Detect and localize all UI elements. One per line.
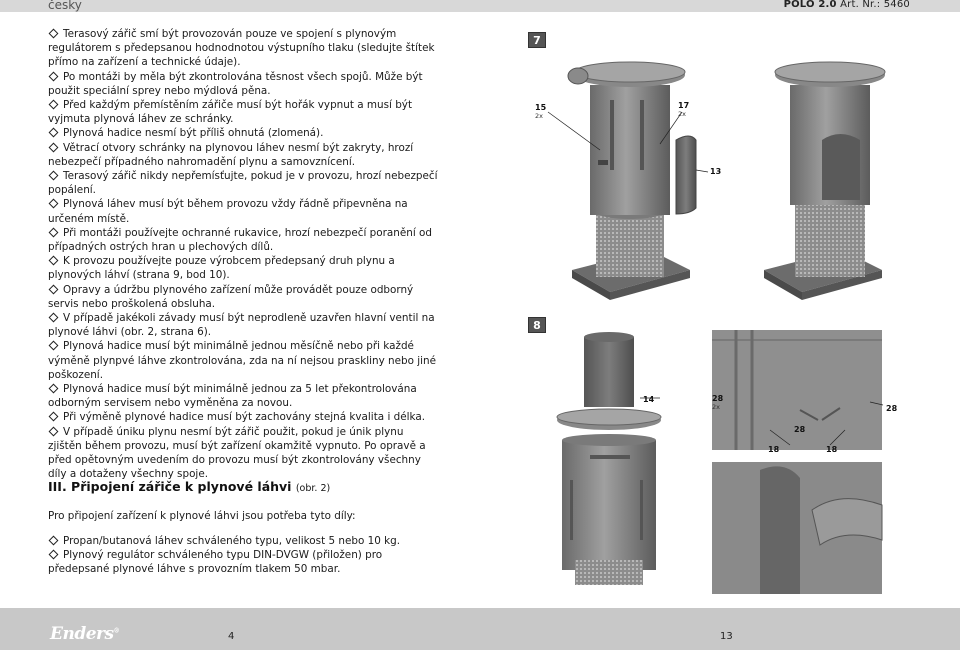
callout-part: 18 bbox=[826, 445, 838, 454]
bullet-item: K provozu používejte pouze výrobcem předepsaný druh plynu a plynových láhví (strana 9, bod 10). bbox=[48, 255, 395, 282]
product-brand: POLO 2.0 bbox=[783, 0, 837, 10]
fig7-door-panel bbox=[676, 136, 696, 214]
callout-part: 28 bbox=[886, 404, 898, 413]
section-heading: III. Připojení zářiče k plynové láhvi (obr. 2) bbox=[48, 479, 331, 494]
bullet-item: Před každým přemístěním zářiče musí být hořák vypnut a musí být vyjmuta plynová láhev ze schránky. bbox=[48, 99, 413, 126]
language-label: česky bbox=[48, 0, 82, 12]
bullet-item: Opravy a údržbu plynového zařízení může provádět pouze odborný servis nebo proškolená obsluha. bbox=[48, 283, 414, 310]
enders-logo: Enders® bbox=[50, 624, 120, 644]
bullet-item: Při výměně plynové hadice musí být zachovány stejná kvalita i délka. bbox=[48, 410, 438, 424]
figure-7-label: 7 bbox=[528, 32, 546, 48]
product-art-number: Art. Nr.: 5460 bbox=[840, 0, 910, 10]
bullet-item: Po montáži by měla být zkontrolována těsnost všech spojů. Může být použit speciální sprey nebo mýdlová pěna. bbox=[48, 70, 423, 97]
bullet-item: V případě jakékoli závady musí být neprodleně uzavřen hlavní ventil na plynové láhvi (obr. 2, strana 6). bbox=[48, 312, 435, 339]
footer-bar bbox=[0, 608, 960, 650]
fig7-heater-left bbox=[568, 62, 690, 300]
callout-part: 13 bbox=[710, 167, 722, 176]
bullet-item: Plynová hadice musí být minimálně jednou za 5 let překontrolována odborným servisem nebo vyměněna za novou. bbox=[48, 383, 417, 410]
fig8-bottom-detail bbox=[712, 462, 882, 594]
callout-part: 17 2x bbox=[678, 101, 690, 118]
page-number-left: 4 bbox=[228, 631, 235, 642]
bullet-item: Terasový zářič nikdy nepřemísťujte, pokud je v provozu, hrozí nebezpečí popálení. bbox=[48, 170, 438, 197]
callout-part: 18 bbox=[768, 445, 780, 454]
section-figure-ref: (obr. 2) bbox=[295, 483, 331, 494]
bullet-item: Plynová hadice nesmí být příliš ohnutá (zlomená). bbox=[48, 126, 438, 140]
bullet-item: Při montáži používejte ochranné rukavice, hrozí nebezpečí poranění od případných ostrých hran u plechových dílů. bbox=[48, 226, 432, 254]
section-intro: Pro připojení zařízení k plynové láhvi jsou potřeba tyto díly: bbox=[48, 510, 356, 522]
fig8-heater-left bbox=[557, 332, 661, 585]
fig7-heater-right bbox=[764, 62, 885, 300]
bullet-item: Terasový zářič smí být provozován pouze ve spojení s plynovým regulátorem s předepsanou hodnodnotou výstupního tlaku (sledujte štítek přímo na zařízení a technické údaje). bbox=[48, 28, 435, 69]
bullet-item: Propan/butanová láhev schváleného typu, velikost 5 nebo 10 kg. bbox=[48, 534, 438, 548]
callout-part: 28 bbox=[794, 425, 806, 434]
bullet-item: Plynová hadice musí být minimálně jednou měsíčně nebo při každé výměně plynpvé láhve zkontrolována, zda na ní nejsou praskliny nebo jiné poškození. bbox=[48, 340, 437, 381]
page-number-right: 13 bbox=[720, 631, 733, 642]
bullet-item: V případě úniku plynu nesmí být zářič použit, pokud je únik plynu zjištěn během provozu, musí být zařízení okamžitě vypnuto. Po opravě a před opětovným uvedením do provozu musí být zkontrolovány všechny díly a dotaženy všechny spoje. bbox=[48, 425, 426, 481]
bullet-item: Větrací otvory schránky na plynovou láhev nesmí být zakryty, hrozí nebezpečí případného nahromadění plynu a samovznícení. bbox=[48, 141, 414, 168]
figure-8-label: 8 bbox=[528, 317, 546, 333]
callout-part: 28 2x bbox=[712, 394, 724, 411]
callout-part: 15 2x bbox=[535, 103, 547, 120]
bullet-item: Plynová láhev musí být během provozu vždy řádně připevněna na určeném místě. bbox=[48, 198, 408, 225]
bullet-item: Plynový regulátor schváleného typu DIN-DVGW (přiložen) pro předepsané plynové láhve s provozním tlakem 50 mbar. bbox=[48, 549, 383, 576]
callout-part: 14 bbox=[643, 395, 655, 404]
